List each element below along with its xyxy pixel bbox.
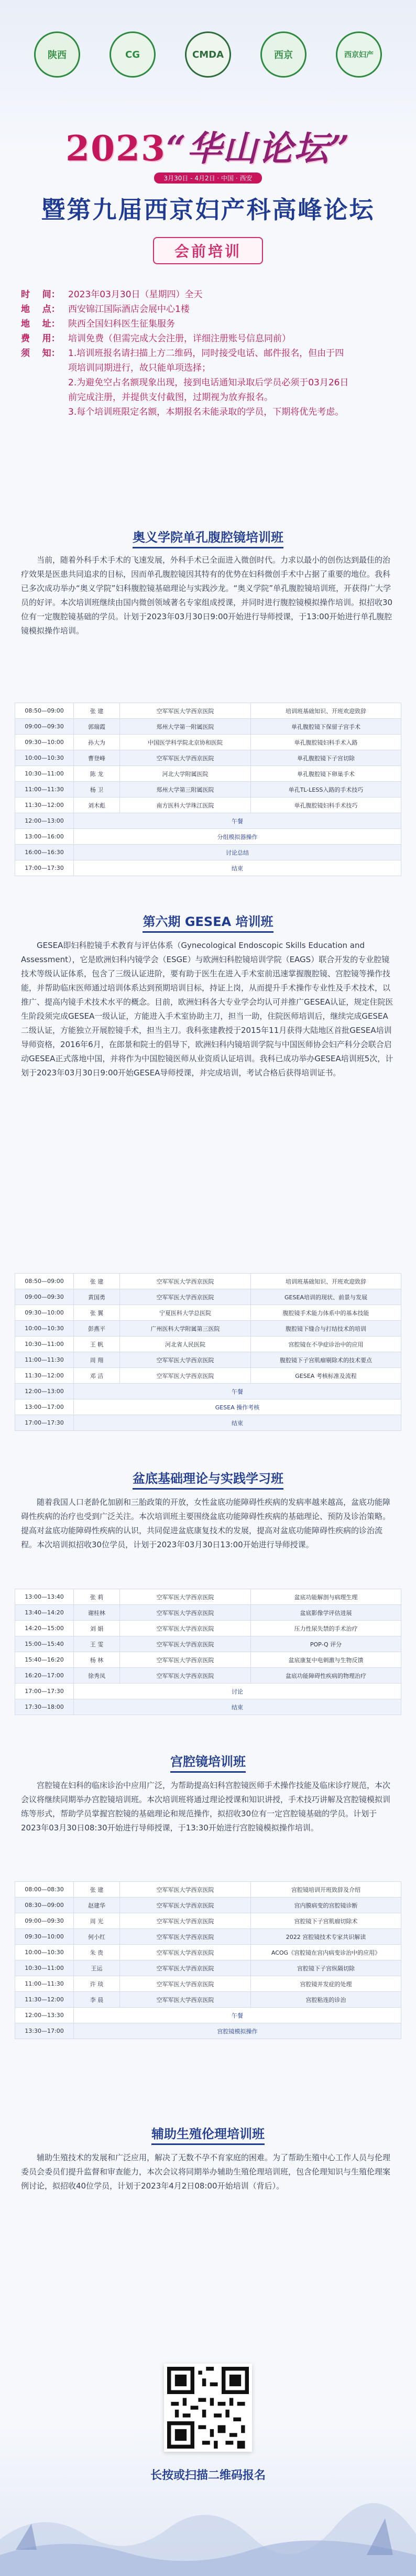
institution-cell: 广州医科大学附属第三医院 — [120, 1321, 251, 1336]
topic-cell: 单孔腹腔镜妇科手术入路 — [251, 735, 401, 750]
time-cell: 11:00—11:30 — [15, 1976, 74, 1992]
speaker-cell: 刘木彪 — [74, 797, 120, 813]
table-row — [15, 1992, 401, 2008]
institution-cell: 空军军医大学西京医院 — [120, 1960, 251, 1976]
activity-cell: 宫腔镜模拟操作 — [74, 2023, 401, 2039]
institution-cell: 空军军医大学西京医院 — [120, 1605, 251, 1621]
time-cell: 09:30—10:00 — [15, 735, 74, 750]
institution-cell: 空军军医大学西京医院 — [120, 1945, 251, 1960]
info-value: 2023年03月30日（星期四）全天 — [68, 289, 203, 300]
table-row — [15, 719, 401, 735]
section-title-text: 盆底基础理论与实践学习班 — [133, 1471, 283, 1490]
institution-cell: 空军军医大学西京医院 — [120, 1929, 251, 1945]
schedule-table — [15, 1273, 401, 1431]
speaker-cell: 黄国勇 — [74, 1289, 120, 1305]
table-row — [15, 1352, 401, 1368]
table-row — [15, 750, 401, 766]
topic-cell: 盆底功能障碍性疾病的物理治疗 — [251, 1668, 401, 1684]
time-cell: 16:00—16:30 — [15, 845, 74, 860]
info-note: 3.每个培训班限定名额，本期报名未能录取的学员，下期将优先考虑。 — [68, 407, 344, 417]
table-row — [15, 1913, 401, 1929]
topic-cell: 宫内膜病变的宫腔镜诊断 — [251, 1898, 401, 1913]
qr-icon — [167, 2367, 249, 2449]
logo-3 — [183, 31, 233, 78]
time-cell: 08:00—08:30 — [15, 1882, 74, 1898]
table-row — [15, 766, 401, 782]
event-title — [0, 121, 416, 170]
activity-cell: 结束 — [74, 1415, 401, 1431]
institution-cell: 空军军医大学西京医院 — [120, 1668, 251, 1684]
time-cell: 17:00—17:30 — [15, 1684, 74, 1699]
section-paragraph: 随着我国人口老龄化加剧和三胎政策的开放，女性盆底功能障碍性疾病的发病率越来越高，盆底功能障碍性疾病的治疗也受到广泛关注。本次培训班主要围绕盆底功能障碍性疾病的基础理论、预防及诊治策略。提高对盆底功能障碍性疾病的认识，共同促进盆底康复技术的发展，提高对盆底功能障碍性疾病的诊治流程。本次培训拟招收30位学员，计划于2023年03月30日13:00开始进行导师授课。 — [21, 1497, 391, 1549]
speaker-cell: 彭燕平 — [74, 1321, 120, 1336]
institution-cell: 空军军医大学西京医院 — [120, 1621, 251, 1636]
time-cell: 11:30—12:00 — [15, 797, 74, 813]
speaker-cell: 徐秀凤 — [74, 1668, 120, 1684]
time-cell: 09:00—09:30 — [15, 719, 74, 735]
info-row — [21, 346, 395, 361]
info-row — [21, 287, 395, 302]
table-row — [15, 829, 401, 845]
schedule-table — [15, 1589, 401, 1715]
section-title-text: 辅助生殖伦理培训班 — [151, 2127, 265, 2145]
table-row — [15, 1929, 401, 1945]
time-cell: 13:00—17:00 — [15, 1399, 74, 1415]
info-value: 西安锦江国际酒店会展中心1楼 — [68, 304, 190, 315]
time-cell: 11:00—11:30 — [15, 1352, 74, 1368]
institution-cell: 空军军医大学西京医院 — [120, 1352, 251, 1368]
title-block — [0, 121, 416, 264]
time-cell: 09:30—10:00 — [15, 1305, 74, 1321]
table-row — [15, 1274, 401, 1289]
section-title — [0, 2124, 416, 2142]
topic-cell: 宫腔镜并发症的处理 — [251, 1976, 401, 1992]
time-cell: 12:00—13:00 — [15, 1384, 74, 1399]
speaker-cell: 何小红 — [74, 1929, 120, 1945]
table-row — [15, 782, 401, 797]
activity-cell: 分组模拟器操作 — [74, 829, 401, 845]
time-cell: 08:30—09:00 — [15, 1898, 74, 1913]
section-title — [0, 527, 416, 545]
sponsor-logos — [0, 31, 416, 78]
table-row — [15, 1636, 401, 1652]
topic-cell: 单孔腹腔镜妇科手术技巧 — [251, 797, 401, 813]
institution-cell: 空军军医大学西京医院 — [120, 1882, 251, 1898]
institution-cell: 空军军医大学西京医院 — [120, 1652, 251, 1668]
time-cell: 11:30—12:00 — [15, 1368, 74, 1384]
topic-cell: 2022 宫腔镜技术专家共识解读 — [251, 1929, 401, 1945]
info-note: 2.为避免空占名额现象出现，接到电话通知录取后学员必须于03月26日 — [68, 378, 349, 388]
activity-cell: GESEA 操作考核 — [74, 1399, 401, 1415]
topic-cell: 培训班基础知识、开班欢迎致辞 — [251, 1274, 401, 1289]
topic-cell: 单孔腹腔镜下保留子宫手术 — [251, 719, 401, 735]
logo-2-mark: CG — [110, 31, 156, 78]
time-cell: 08:50—09:00 — [15, 703, 74, 719]
table-row — [15, 1321, 401, 1336]
info-key: 费 用： — [21, 333, 60, 344]
table-row — [15, 1621, 401, 1636]
time-cell: 11:30—12:00 — [15, 1992, 74, 2008]
table-row — [15, 735, 401, 750]
institution-cell: 宁夏医科大学总医院 — [120, 1305, 251, 1321]
topic-cell: 腹腔镜下子宫肌瘤剔除术的技术要点 — [251, 1352, 401, 1368]
topic-cell: 盆底功能解剖与病理生理 — [251, 1589, 401, 1605]
speaker-cell: 杨 卫 — [74, 782, 120, 797]
institution-cell: 空军军医大学西京医院 — [120, 1976, 251, 1992]
table-row — [15, 1368, 401, 1384]
time-cell: 11:00—11:30 — [15, 782, 74, 797]
time-cell: 12:00—13:00 — [15, 813, 74, 829]
speaker-cell: 曹登峰 — [74, 750, 120, 766]
topic-cell: 宫腔粘连的诊治 — [251, 1992, 401, 2008]
time-cell: 16:20—17:00 — [15, 1668, 74, 1684]
topic-cell: 腹腔镜手术能力体系中的基本技能 — [251, 1305, 401, 1321]
institution-cell: 中国医学科学院北京协和医院 — [120, 735, 251, 750]
table-row — [15, 1336, 401, 1352]
pre-training-badge: 会前培训 — [153, 237, 263, 264]
section-title — [0, 1751, 416, 1770]
speaker-cell: 刘 娟 — [74, 1621, 120, 1636]
section-title — [0, 911, 416, 930]
logo-2 — [107, 31, 158, 78]
speaker-cell: 邓 洁 — [74, 1368, 120, 1384]
institution-cell: 南方医科大学珠江医院 — [120, 797, 251, 813]
time-cell: 09:30—10:00 — [15, 1929, 74, 1945]
time-cell: 13:00—16:00 — [15, 829, 74, 845]
time-cell: 09:00—09:30 — [15, 1289, 74, 1305]
topic-cell: 宫腔镜下子宫纵隔切除 — [251, 1960, 401, 1976]
institution-cell: 空军军医大学西京医院 — [120, 1992, 251, 2008]
activity-cell: 午餐 — [74, 2008, 401, 2023]
logo-5-mark: 西京妇产 — [336, 31, 382, 78]
topic-cell: 压力性尿失禁的手术治疗 — [251, 1621, 401, 1636]
time-cell: 13:30—17:00 — [15, 2023, 74, 2039]
logo-1-mark: 陕西 — [34, 31, 80, 78]
table-row — [15, 1684, 401, 1699]
logo-1 — [32, 31, 82, 78]
section-title-text: 第六期 GESEA 培训班 — [143, 914, 273, 933]
schedule-table — [15, 703, 401, 876]
time-cell: 08:50—09:00 — [15, 1274, 74, 1289]
activity-cell: 结束 — [74, 1699, 401, 1715]
time-cell: 15:40—16:20 — [15, 1652, 74, 1668]
speaker-cell: 张 建 — [74, 703, 120, 719]
speaker-cell: 谢桂林 — [74, 1605, 120, 1621]
logo-5 — [334, 31, 384, 78]
speaker-cell: 周 翔 — [74, 1352, 120, 1368]
institution-cell: 空军军医大学西京医院 — [120, 1589, 251, 1605]
speaker-cell: 朱 贵 — [74, 1945, 120, 1960]
table-row — [15, 1668, 401, 1684]
time-cell: 10:30—11:00 — [15, 766, 74, 782]
table-row — [15, 1605, 401, 1621]
institution-cell: 郑州大学第三附属医院 — [120, 782, 251, 797]
section-paragraph: 宫腔镜在妇科的临床诊治中应用广泛，为帮助提高妇科宫腔镜医师手术操作技能及临床诊疗规范，本次会议将继续同期举办宫腔镜培训班。本次培训班将通过理论授课和知识讲授，手术技巧讲解及宫腔镜模拟训练等形式，帮助学员掌握宫腔镜的基础理论和规范操作，拟招收30位有一定宫腔镜基础的学员。计划于2023年03月30日08:30开始进行导师授课，于13:30开始进行宫腔镜模拟操作培训。 — [21, 1781, 391, 1833]
info-row — [21, 331, 395, 346]
speaker-cell: 张 莉 — [74, 1589, 120, 1605]
topic-cell: GESEA培训的现状、前景与发展 — [251, 1289, 401, 1305]
institution-cell: 空军军医大学西京医院 — [120, 1636, 251, 1652]
speaker-cell: 杨 林 — [74, 1652, 120, 1668]
info-row — [21, 317, 395, 331]
logo-4 — [258, 31, 309, 78]
institution-cell: 空军军医大学西京医院 — [120, 750, 251, 766]
event-name: “华山论坛” — [166, 128, 351, 169]
topic-cell: 单孔腹腔镜下卵巢手术 — [251, 766, 401, 782]
speaker-cell: 王 雯 — [74, 1636, 120, 1652]
qr-caption: 长按或扫描二维码报名 — [150, 2469, 266, 2482]
table-row — [15, 1699, 401, 1715]
institution-cell: 空军军医大学西京医院 — [120, 1898, 251, 1913]
section-paragraph: 当前，随着外科手术手术的飞速发展，外科手术已全面进入微创时代。力求以最小的创伤达到最佳的治疗效果是医患共同追求的目标，因而单孔腹腔镜因其特有的优势在妇科微创手术中占据了重要的地位。我科已多次成功举办“奥义学院”妇科腹腔镜基础理论与实践沙龙。“奥义学院”单孔腹腔镜培训班，开获得广大学员的好评。本次培训班继续由国内微创领域著名专家组成授课，并同时进行腹腔镜模拟操作培训。拟招收30位有一定腹腔镜基础的学员。计划于2023年03月30日9:00开始进行导师授课，于13:00开始进行单孔腹腔镜模拟操作培训。 — [21, 555, 393, 635]
info-row — [21, 302, 395, 317]
table-row — [15, 797, 401, 813]
table-row — [15, 2008, 401, 2023]
table-row — [15, 1305, 401, 1321]
topic-cell: ACOG《宫腔镜在宫内病变诊治中的应用》 — [251, 1945, 401, 1960]
institution-cell: 河北大学附属医院 — [120, 766, 251, 782]
logo-3-mark: CMDA — [185, 31, 231, 78]
institution-cell: 空军军医大学西京医院 — [120, 1368, 251, 1384]
topic-cell: 腹腔镜下缝合与打结技术的培训 — [251, 1321, 401, 1336]
topic-cell: GESEA 考核标准及流程 — [251, 1368, 401, 1384]
section-title — [0, 1468, 416, 1486]
section-title-text: 奥义学院单孔腹腔镜培训班 — [133, 530, 283, 548]
event-subtitle: 暨第九届西京妇产科高峰论坛 — [41, 196, 375, 224]
speaker-cell: 周 光 — [74, 1913, 120, 1929]
time-cell: 17:00—17:30 — [15, 860, 74, 876]
time-cell: 10:00—10:30 — [15, 1945, 74, 1960]
speaker-cell: 孙大为 — [74, 735, 120, 750]
table-row — [15, 1960, 401, 1976]
section-title-text: 宫腔镜培训班 — [170, 1754, 246, 1773]
info-key: 须 知： — [21, 348, 60, 359]
section-paragraph: 辅助生殖技术的发展和广泛应用，解决了无数不孕不育家庭的困难。为了帮助生殖中心工作人员与伦理委员会委员们提升监督和审查能力，本次会议将同期举办辅助生殖伦理培训班，包含伦理知识与生殖伦理案例讨论，拟招收40位学员，计划于2023年4月2日08:00开始培训（背后）。 — [21, 2153, 391, 2191]
info-note: 项培训同期进行，故只能单项选择； — [68, 363, 211, 373]
table-row — [15, 1415, 401, 1431]
topic-cell: POP-Q 评分 — [251, 1636, 401, 1652]
time-cell: 13:40—14:20 — [15, 1605, 74, 1621]
event-date-strip: 3月30日 - 4月2日 · 中国 · 西安 — [154, 173, 261, 184]
time-cell: 15:00—15:40 — [15, 1636, 74, 1652]
info-value: 1.培训班报名请扫描上方二维码，同时接受电话、邮件报名，但由于四 — [68, 348, 344, 359]
table-row — [15, 1898, 401, 1913]
topic-cell: 盆底康复中电刺激与生物反馈 — [251, 1652, 401, 1668]
event-year: 2023 — [65, 128, 166, 169]
info-key: 地 址： — [21, 319, 60, 329]
time-cell: 14:20—15:00 — [15, 1621, 74, 1636]
registration-qr-code[interactable] — [164, 2364, 252, 2452]
table-row — [15, 703, 401, 719]
table-row — [15, 1289, 401, 1305]
info-value: 陕西全国妇科医生征集服务 — [68, 319, 175, 329]
table-row — [15, 1384, 401, 1399]
table-row — [15, 1652, 401, 1668]
institution-cell: 空军军医大学西京医院 — [120, 1913, 251, 1929]
activity-cell: 讨论 — [74, 1684, 401, 1699]
speaker-cell: 张 建 — [74, 1274, 120, 1289]
table-row — [15, 1589, 401, 1605]
activity-cell: 午餐 — [74, 813, 401, 829]
table-row — [15, 813, 401, 829]
time-cell: 17:00—17:30 — [15, 1415, 74, 1431]
info-note: 前完成注册，并提供支付截图，过期视为放弃报名。 — [68, 392, 273, 403]
logo-4-mark: 西京 — [260, 31, 306, 78]
institution-cell: 空军军医大学西京医院 — [120, 1274, 251, 1289]
time-cell: 13:00—13:40 — [15, 1589, 74, 1605]
time-cell: 09:00—09:30 — [15, 1913, 74, 1929]
speaker-cell: 王 帆 — [74, 1336, 120, 1352]
table-row — [15, 1976, 401, 1992]
time-cell: 10:30—11:00 — [15, 1336, 74, 1352]
table-row — [15, 1945, 401, 1960]
time-cell: 17:30—18:00 — [15, 1699, 74, 1715]
institution-cell: 空军军医大学西京医院 — [120, 1289, 251, 1305]
activity-cell: 讨论总结 — [74, 845, 401, 860]
time-cell: 12:00—13:30 — [15, 2008, 74, 2023]
institution-cell: 郑州大学第一附属医院 — [120, 719, 251, 735]
institution-cell: 空军军医大学西京医院 — [120, 703, 251, 719]
table-row — [15, 845, 401, 860]
section-paragraph: GESEA即妇科腔镜手术教育与评估体系（Gynecological Endoscopic Skills Education and Assessment），它是欧洲妇科内镜学会（ESGE）与欧洲妇科腔镜培训学院（EAGS）联合开发的专业腔镜技术等级认证体系，包含了三级认证进阶，要有助于医生在进入手术室前迅速掌握腹腔镜、宫腔镜等操作技能，并帮助临床医师通过培训体系达到预期培训目标，持证上岗，从而提升手术操作专业性及手术技术，以推广、提高内镜手术技术水平的概念。目前，欧洲妇科各大专业学会均认可并推广GESEA认证，规定住院医生阶段须完成GESEA一级认证，方能进入手术室协助主刀，担当一助，住院医师培训后，继续完成GESEA二级认证，方能独立开展腔镜手术，担当主刀。我科张建教授于2015年11月获得大陆地区首批GESEA培训导师资格，2016年6月，在郎景和院士的倡导下，欧洲妇科内镜培训学院与中国医师协会妇产科分会联合启动GESEA正式落地中国，并将作为中国腔镜医师从业资质认证培训。我科已成功举办GESEA培训班5次，计划于2023年03月30日9:00开始GESEA导师授课，并完成培训，考试合格后获得培训证书。 — [21, 941, 393, 1077]
info-value: 培训免费（但需完成大会注册，详细注册账号信息同前） — [68, 333, 291, 344]
topic-cell: 单孔腹腔镜下子宫切除 — [251, 750, 401, 766]
speaker-cell: 陈 龙 — [74, 766, 120, 782]
activity-cell: 午餐 — [74, 1384, 401, 1399]
table-row — [15, 860, 401, 876]
speaker-cell: 赵建华 — [74, 1898, 120, 1913]
speaker-cell: 张 翼 — [74, 1305, 120, 1321]
footer-decoration — [0, 2476, 416, 2576]
topic-cell: 盆底影像学评估进展 — [251, 1605, 401, 1621]
speaker-cell: 张 建 — [74, 1882, 120, 1898]
topic-cell: 宫腔镜在不孕症诊治中的应用 — [251, 1336, 401, 1352]
topic-cell: 培训班基础知识、开班欢迎致辞 — [251, 703, 401, 719]
info-key: 时 间： — [21, 289, 60, 300]
topic-cell: 单孔TL-LESS入路的手术技巧 — [251, 782, 401, 797]
speaker-cell: 李 晨 — [74, 1992, 120, 2008]
time-cell: 10:00—10:30 — [15, 750, 74, 766]
speaker-cell: 许 琰 — [74, 1976, 120, 1992]
topic-cell: 宫腔镜培训开班致辞及介绍 — [251, 1882, 401, 1898]
event-info — [21, 287, 395, 419]
table-row — [15, 2023, 401, 2039]
time-cell: 10:00—10:30 — [15, 1321, 74, 1336]
institution-cell: 河北省人民医院 — [120, 1336, 251, 1352]
schedule-table — [15, 1881, 401, 2039]
topic-cell: 宫腔镜下子宫肌瘤切除术 — [251, 1913, 401, 1929]
activity-cell: 结束 — [74, 860, 401, 876]
table-row — [15, 1399, 401, 1415]
info-key: 地 点： — [21, 304, 60, 315]
table-row — [15, 1882, 401, 1898]
speaker-cell: 郭瑞霞 — [74, 719, 120, 735]
speaker-cell: 王运 — [74, 1960, 120, 1976]
time-cell: 10:30—11:00 — [15, 1960, 74, 1976]
